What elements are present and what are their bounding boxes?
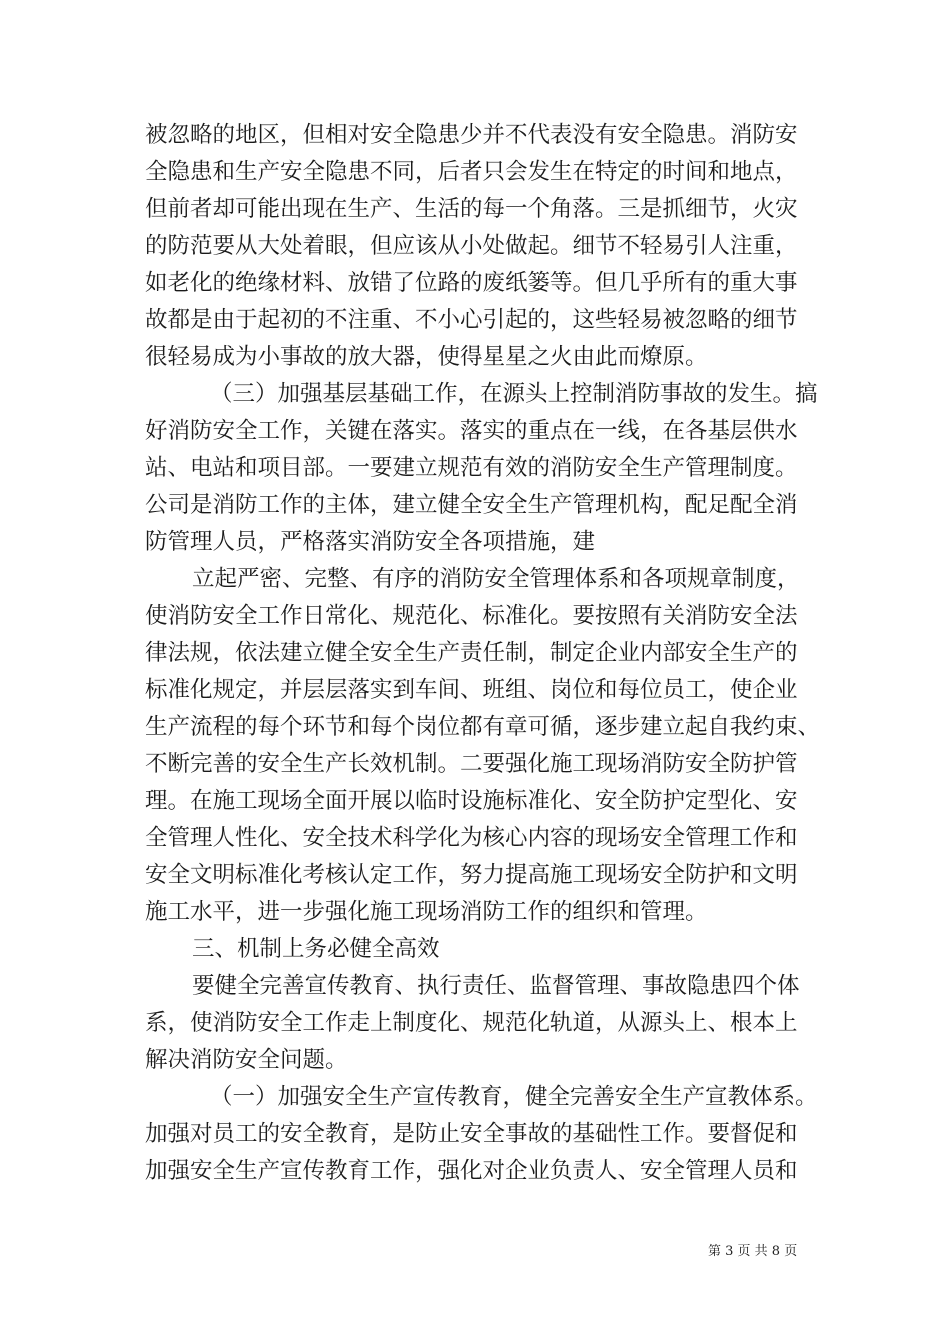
text-line: 的防范要从大处着眼，但应该从小处做起。细节不轻易引人注重， xyxy=(145,233,798,259)
text-line: 安全文明标准化考核认定工作，努力提高施工现场安全防护和文明 xyxy=(145,862,798,888)
text-line: 立起严密、完整、有序的消防安全管理体系和各项规章制度， xyxy=(192,566,800,592)
text-line: 防管理人员，严格落实消防安全各项措施，建 xyxy=(145,529,596,555)
text-line: （一）加强安全生产宣传教育，健全完善安全生产宣教体系。 xyxy=(210,1084,818,1110)
text-line: 解决消防安全问题。 xyxy=(145,1047,348,1073)
text-line: 如老化的绝缘材料、放错了位路的废纸篓等。但几乎所有的重大事 xyxy=(145,270,798,296)
text-line: 理。在施工现场全面开展以临时设施标准化、安全防护定型化、安 xyxy=(145,788,798,814)
text-line: 律法规，依法建立健全安全生产责任制，制定企业内部安全生产的 xyxy=(145,640,798,666)
text-line: 使消防安全工作日常化、规范化、标准化。要按照有关消防安全法 xyxy=(145,603,798,629)
text-line: 施工水平，进一步强化施工现场消防工作的组织和管理。 xyxy=(145,899,708,925)
text-line: 全管理人性化、安全技术科学化为核心内容的现场安全管理工作和 xyxy=(145,825,798,851)
text-line: 加强安全生产宣传教育工作，强化对企业负责人、安全管理人员和 xyxy=(145,1158,798,1184)
text-line: 生产流程的每个环节和每个岗位都有章可循，逐步建立起自我约束、 xyxy=(145,714,821,740)
text-line: 要健全完善宣传教育、执行责任、监督管理、事故隐患四个体 xyxy=(192,973,800,999)
text-line: 不断完善的安全生产长效机制。二要强化施工现场消防安全防护管 xyxy=(145,751,798,777)
text-line: 标准化规定，并层层落实到车间、班组、岗位和每位员工，使企业 xyxy=(145,677,798,703)
text-line: 但前者却可能出现在生产、生活的每一个角落。三是抓细节，火灾 xyxy=(145,196,798,222)
text-line: 被忽略的地区，但相对安全隐患少并不代表没有安全隐患。消防安 xyxy=(145,122,798,148)
section-heading: 三、机制上务必健全高效 xyxy=(192,936,440,962)
text-line: 加强对员工的安全教育，是防止安全事故的基础性工作。要督促和 xyxy=(145,1121,798,1147)
text-line: （三）加强基层基础工作，在源头上控制消防事故的发生。搞 xyxy=(210,381,818,407)
text-line: 很轻易成为小事故的放大器，使得星星之火由此而燎原。 xyxy=(145,344,708,370)
page-number: 第 3 页 共 8 页 xyxy=(708,1244,798,1259)
text-line: 站、电站和项目部。一要建立规范有效的消防安全生产管理制度。 xyxy=(145,455,798,481)
text-line: 全隐患和生产安全隐患不同，后者只会发生在特定的时间和地点， xyxy=(145,159,798,185)
text-line: 公司是消防工作的主体，建立健全安全生产管理机构，配足配全消 xyxy=(145,492,798,518)
text-line: 好消防安全工作，关键在落实。落实的重点在一线，在各基层供水 xyxy=(145,418,798,444)
text-line: 故都是由于起初的不注重、不小心引起的，这些轻易被忽略的细节 xyxy=(145,307,798,333)
text-line: 系，使消防安全工作走上制度化、规范化轨道，从源头上、根本上 xyxy=(145,1010,798,1036)
